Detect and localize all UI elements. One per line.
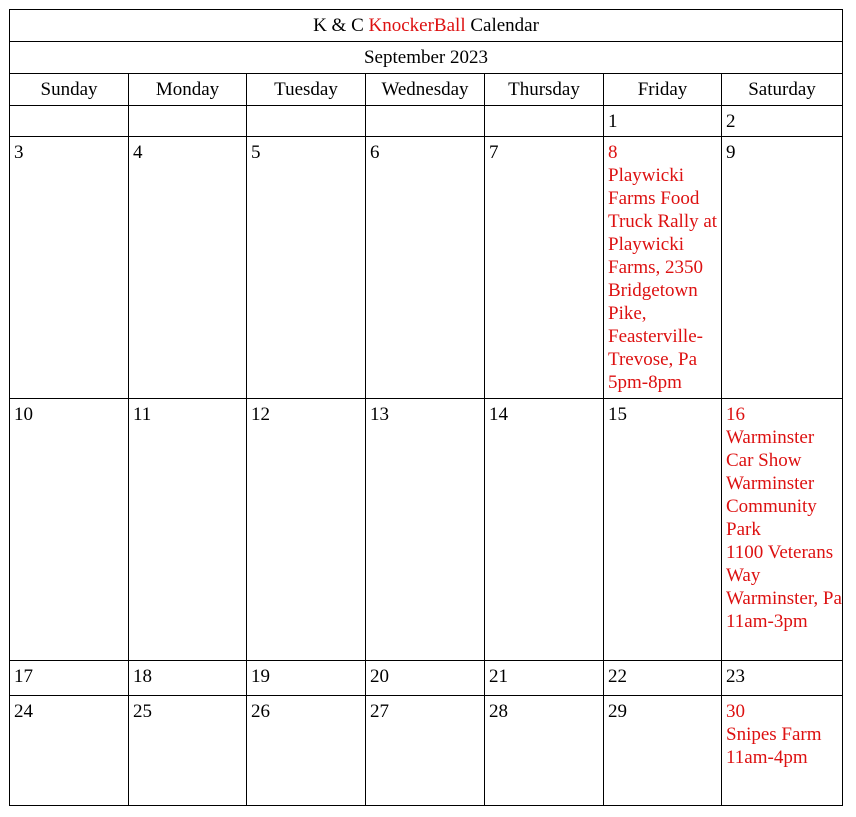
day-cell <box>366 137 485 399</box>
day-number: 21 <box>489 666 508 687</box>
day-cell <box>485 696 604 806</box>
day-number: 19 <box>251 666 270 687</box>
event-text: Warminster Car Show <box>726 427 815 471</box>
day-cell <box>485 137 604 399</box>
day-cell <box>10 137 129 399</box>
day-number: 30 <box>726 701 745 722</box>
day-cell <box>485 661 604 696</box>
day-cell <box>604 106 722 137</box>
day-cell <box>129 399 247 661</box>
day-number: 12 <box>251 404 270 425</box>
title-prefix: K & C <box>313 15 369 36</box>
month-label: September 2023 <box>10 42 843 74</box>
day-number: 17 <box>14 666 33 687</box>
day-number: 15 <box>608 404 627 425</box>
day-names-row <box>10 74 843 106</box>
event-text: Warminster, Pa <box>726 588 842 609</box>
day-cell <box>247 137 366 399</box>
day-cell <box>604 661 722 696</box>
day-number: 29 <box>608 701 627 722</box>
day-number: 13 <box>370 404 389 425</box>
day-cell <box>722 399 843 661</box>
day-cell <box>485 106 604 137</box>
day-name-tuesday: Tuesday <box>247 74 366 106</box>
day-number: 18 <box>133 666 152 687</box>
day-cell <box>10 661 129 696</box>
calendar-table <box>9 9 843 806</box>
day-cell <box>129 137 247 399</box>
day-cell <box>366 399 485 661</box>
day-number: 27 <box>370 701 389 722</box>
day-number: 22 <box>608 666 627 687</box>
day-number: 3 <box>14 142 24 163</box>
day-cell <box>247 399 366 661</box>
week-row <box>10 661 843 696</box>
event-text: 11am-3pm <box>726 611 808 632</box>
day-name-wednesday: Wednesday <box>366 74 485 106</box>
day-number: 6 <box>370 142 380 163</box>
title-suffix: Calendar <box>465 15 539 36</box>
day-number: 16 <box>726 404 745 425</box>
day-cell <box>247 106 366 137</box>
day-name-saturday: Saturday <box>722 74 843 106</box>
day-cell <box>129 106 247 137</box>
title-row <box>10 10 843 42</box>
day-number: 24 <box>14 701 33 722</box>
day-number: 4 <box>133 142 143 163</box>
day-number: 7 <box>489 142 499 163</box>
day-number: 14 <box>489 404 508 425</box>
day-name-sunday: Sunday <box>10 74 129 106</box>
day-number: 2 <box>726 111 736 132</box>
calendar-title <box>10 10 843 42</box>
day-cell <box>722 137 843 399</box>
day-cell <box>129 661 247 696</box>
month-row <box>10 42 843 74</box>
day-cell <box>366 661 485 696</box>
day-number: 25 <box>133 701 152 722</box>
event-text: Playwicki Farms Food Truck Rally at Playwicki Farms, 2350 Bridgetown Pike, Feasterville-Trevose, Pa <box>608 165 718 370</box>
day-number: 5 <box>251 142 261 163</box>
day-name-friday: Friday <box>604 74 722 106</box>
day-cell <box>485 399 604 661</box>
day-cell <box>366 696 485 806</box>
day-number: 26 <box>251 701 270 722</box>
day-number: 28 <box>489 701 508 722</box>
day-name-thursday: Thursday <box>485 74 604 106</box>
day-cell <box>722 696 843 806</box>
day-cell <box>366 106 485 137</box>
day-cell <box>247 661 366 696</box>
day-number: 20 <box>370 666 389 687</box>
title-highlight: KnockerBall <box>368 15 466 36</box>
day-cell <box>247 696 366 806</box>
day-number: 8 <box>608 142 618 163</box>
week-row <box>10 399 843 661</box>
day-number: 23 <box>726 666 745 687</box>
event-text: 5pm-8pm <box>608 372 682 393</box>
event-text: Warminster Community Park <box>726 473 817 540</box>
day-cell <box>129 696 247 806</box>
event-text: 1100 Veterans Way <box>726 542 834 586</box>
week-row <box>10 137 843 399</box>
day-cell <box>722 106 843 137</box>
day-cell <box>10 106 129 137</box>
day-number: 11 <box>133 404 152 425</box>
event-text: Snipes Farm <box>726 724 822 745</box>
day-cell <box>722 661 843 696</box>
day-name-monday: Monday <box>129 74 247 106</box>
day-number: 1 <box>608 111 618 132</box>
day-cell <box>10 696 129 806</box>
day-cell <box>604 399 722 661</box>
week-row <box>10 696 843 806</box>
day-cell <box>604 696 722 806</box>
event-text: 11am-4pm <box>726 747 808 768</box>
week-row <box>10 106 843 137</box>
day-cell <box>10 399 129 661</box>
day-number: 9 <box>726 142 736 163</box>
day-number: 10 <box>14 404 33 425</box>
day-cell <box>604 137 722 399</box>
